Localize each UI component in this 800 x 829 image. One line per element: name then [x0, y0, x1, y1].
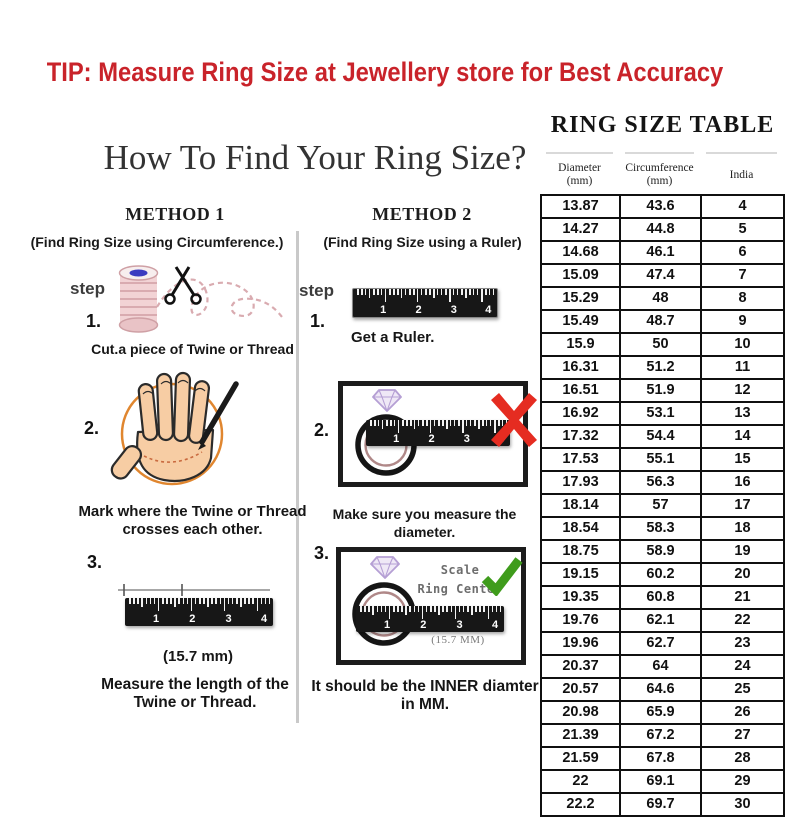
table-cell: 53.1: [620, 402, 701, 425]
table-cell: 64: [620, 655, 701, 678]
method2-step1-caption: Get a Ruler.: [351, 329, 435, 346]
table-cell: 17.93: [541, 471, 620, 494]
table-cell: 50: [620, 333, 701, 356]
table-cell: 22.2: [541, 793, 620, 816]
table-title: RING SIZE TABLE: [550, 112, 775, 138]
method1-step-word: step: [70, 279, 105, 298]
table-cell: 54.4: [620, 425, 701, 448]
ruler-number: 3: [225, 613, 232, 625]
table-cell: 48: [620, 287, 701, 310]
method2-step3-number: 3.: [314, 543, 330, 563]
table-row: [541, 494, 784, 517]
ruler-graphic-method1: [125, 598, 273, 626]
table-cell: 56.3: [620, 471, 701, 494]
table-cell: 15: [701, 448, 784, 471]
table-row: [541, 747, 784, 770]
table-cell: 15.09: [541, 264, 620, 287]
method1-step3-caption: Measure the length of the Twine or Thread.: [101, 676, 289, 711]
table-row: [541, 770, 784, 793]
table-cell: 18: [701, 517, 784, 540]
table-cell: 19.76: [541, 609, 620, 632]
table-header-row: [540, 150, 783, 194]
check-icon: [481, 556, 523, 596]
table-cell: 62.7: [620, 632, 701, 655]
table-cell: 9: [701, 310, 784, 333]
table-row: [541, 471, 784, 494]
tip-banner: TIP: Measure Ring Size at Jewellery store for Best Accuracy: [46, 57, 724, 87]
table-cell: 58.3: [620, 517, 701, 540]
table-row: [541, 241, 784, 264]
table-row: [541, 793, 784, 816]
method1-step2-number: 2.: [84, 418, 100, 438]
method1-step1-caption: Cut.a piece of Twine or Thread: [91, 341, 294, 357]
table-cell: 46.1: [620, 241, 701, 264]
table-cell: 24: [701, 655, 784, 678]
table-cell: 15.49: [541, 310, 620, 333]
table-header-india: India: [700, 150, 783, 194]
ruler-number: 1: [380, 304, 387, 316]
table-cell: 55.1: [620, 448, 701, 471]
table-row: [541, 379, 784, 402]
ruler-number: 2: [415, 304, 422, 316]
table-cell: 8: [701, 287, 784, 310]
table-cell: 20.98: [541, 701, 620, 724]
scale-ring-center-note: Scale Ring Center: [417, 563, 503, 596]
table-row: [541, 448, 784, 471]
table-cell: 23: [701, 632, 784, 655]
ruler-number: 1: [393, 433, 400, 445]
table-cell: 13.87: [541, 195, 620, 218]
table-cell: 64.6: [620, 678, 701, 701]
table-cell: 58.9: [620, 540, 701, 563]
table-row: [541, 678, 784, 701]
method2-step2-caption: Make sure you measure the diameter.: [332, 506, 517, 540]
table-cell: 11: [701, 356, 784, 379]
table-cell: 25: [701, 678, 784, 701]
table-cell: 7: [701, 264, 784, 287]
table-cell: 21.59: [541, 747, 620, 770]
method1-step1-number: 1.: [86, 311, 102, 331]
table-row: [541, 724, 784, 747]
table-cell: 21.39: [541, 724, 620, 747]
table-cell: 16.31: [541, 356, 620, 379]
table-row: [541, 540, 784, 563]
table-cell: 20: [701, 563, 784, 586]
table-cell: 69.1: [620, 770, 701, 793]
table-row: [541, 701, 784, 724]
table-cell: 67.2: [620, 724, 701, 747]
ruler-graphic-method2-step1: [352, 288, 498, 318]
page-title: How To Find Your Ring Size?: [103, 138, 527, 177]
table-cell: 60.8: [620, 586, 701, 609]
table-cell: 20.37: [541, 655, 620, 678]
table-row: [541, 425, 784, 448]
dashed-thread-line: [157, 280, 282, 317]
table-row: [541, 310, 784, 333]
ring-size-table: [540, 194, 785, 817]
table-cell: 17.53: [541, 448, 620, 471]
table-cell: 20.57: [541, 678, 620, 701]
table-row: [541, 517, 784, 540]
method1-heading: METHOD 1: [125, 204, 225, 224]
table-cell: 29: [701, 770, 784, 793]
table-cell: 48.7: [620, 310, 701, 333]
table-cell: 30: [701, 793, 784, 816]
method2-heading: METHOD 2: [372, 204, 472, 224]
method2-subheading: (Find Ring Size using a Ruler): [323, 234, 522, 250]
table-cell: 12: [701, 379, 784, 402]
wrong-x-icon: [491, 393, 537, 447]
table-cell: 28: [701, 747, 784, 770]
ruler-number: 3: [463, 433, 470, 445]
table-cell: 14: [701, 425, 784, 448]
table-cell: 51.9: [620, 379, 701, 402]
table-cell: 16.92: [541, 402, 620, 425]
table-cell: 57: [620, 494, 701, 517]
table-cell: 14.68: [541, 241, 620, 264]
table-cell: 44.8: [620, 218, 701, 241]
table-cell: 16: [701, 471, 784, 494]
table-cell: 4: [701, 195, 784, 218]
table-cell: 27: [701, 724, 784, 747]
table-cell: 18.75: [541, 540, 620, 563]
table-row: [541, 655, 784, 678]
table-cell: 26: [701, 701, 784, 724]
method2-step2-number: 2.: [314, 420, 330, 440]
table-row: [541, 632, 784, 655]
table-cell: 51.2: [620, 356, 701, 379]
table-cell: 16.51: [541, 379, 620, 402]
table-cell: 43.6: [620, 195, 701, 218]
table-cell: 69.7: [620, 793, 701, 816]
method2-measurement: (15.7 MM): [431, 634, 485, 646]
table-cell: 17: [701, 494, 784, 517]
table-cell: 13: [701, 402, 784, 425]
table-cell: 6: [701, 241, 784, 264]
ruler-number: 2: [420, 619, 427, 631]
twine-spool-scissors-illustration: [110, 257, 295, 349]
ruler-number: 3: [456, 619, 463, 631]
table-cell: 62.1: [620, 609, 701, 632]
table-row: [541, 609, 784, 632]
table-row: [541, 586, 784, 609]
ruler-graphic-method2-step2: [366, 420, 510, 446]
table-cell: 18.54: [541, 517, 620, 540]
table-cell: 17.32: [541, 425, 620, 448]
table-cell: 10: [701, 333, 784, 356]
scissors-icon: [166, 267, 201, 304]
table-row: [541, 287, 784, 310]
ruler-number: 3: [450, 304, 457, 316]
table-row: [541, 333, 784, 356]
table-cell: 19.35: [541, 586, 620, 609]
table-header-circumference: Circumference (mm): [619, 150, 700, 194]
table-cell: 19.96: [541, 632, 620, 655]
ruler-number: 1: [384, 619, 391, 631]
method2-step1-number: 1.: [310, 311, 326, 331]
method1-subheading: (Find Ring Size using Circumference.): [30, 234, 284, 250]
table-row: [541, 264, 784, 287]
method2-step3-caption: It should be the INNER diamter in MM.: [311, 678, 539, 713]
ruler-number: 1: [153, 613, 160, 625]
table-cell: 19.15: [541, 563, 620, 586]
table-header-diameter: Diameter (mm): [540, 150, 619, 194]
table-row: [541, 356, 784, 379]
table-row: [541, 195, 784, 218]
method2-step-word: step: [299, 281, 334, 300]
table-cell: 22: [541, 770, 620, 793]
ruler-graphic-method2-step3: [356, 606, 504, 632]
ruler-number: 4: [485, 304, 492, 316]
table-row: [541, 218, 784, 241]
diamond-icon: [371, 557, 399, 578]
table-cell: 22: [701, 609, 784, 632]
table-row: [541, 563, 784, 586]
table-cell: 21: [701, 586, 784, 609]
table-cell: 15.9: [541, 333, 620, 356]
table-cell: 47.4: [620, 264, 701, 287]
ruler-number: 4: [492, 619, 499, 631]
spool-center: [130, 270, 148, 277]
method1-measurement: (15.7 mm): [162, 648, 234, 665]
thread-line-graphic: [116, 583, 272, 597]
ruler-number: 2: [428, 433, 435, 445]
table-cell: 65.9: [620, 701, 701, 724]
table-cell: 15.29: [541, 287, 620, 310]
method1-step3-number: 3.: [87, 552, 103, 572]
table-cell: 60.2: [620, 563, 701, 586]
ruler-number: 2: [189, 613, 196, 625]
hand-marker-illustration: [110, 368, 275, 496]
table-cell: 18.14: [541, 494, 620, 517]
ring-size-table-body: [541, 195, 784, 816]
ruler-number: 4: [261, 613, 268, 625]
table-row: [541, 402, 784, 425]
table-cell: 14.27: [541, 218, 620, 241]
table-cell: 5: [701, 218, 784, 241]
column-divider: [296, 231, 299, 723]
table-cell: 67.8: [620, 747, 701, 770]
method1-step2-caption: Mark where the Twine or Thread crosses each other.: [78, 503, 307, 538]
table-cell: 19: [701, 540, 784, 563]
diamond-icon: [373, 390, 401, 411]
